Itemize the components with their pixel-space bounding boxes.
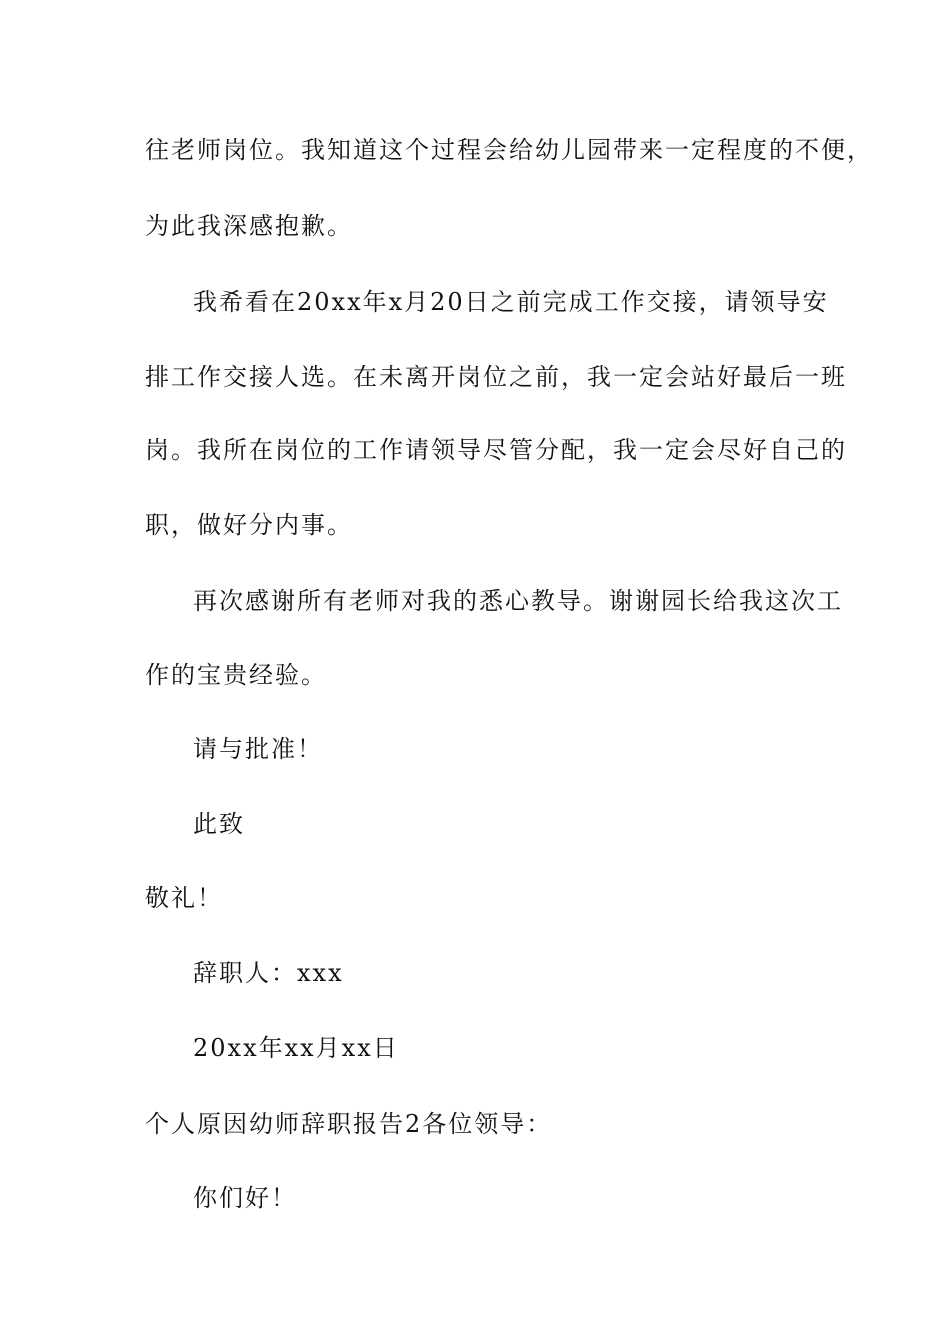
- paragraph-line: 职，做好分内事。: [145, 511, 353, 539]
- paragraph-line: 往老师岗位。我知道这个过程会给幼儿园带来一定程度的不便，: [145, 136, 873, 164]
- paragraph-line: 岗。我所在岗位的工作请领导尽管分配，我一定会尽好自己的: [145, 436, 847, 464]
- salutation-ci-zhi: 此致: [193, 810, 245, 838]
- paragraph-line: 我希看在20xx年x月20日之前完成工作交接，请领导安: [193, 288, 829, 316]
- paragraph-line: 再次感谢所有老师对我的悉心教导。谢谢园长给我这次工: [193, 587, 843, 615]
- salutation-jing-li: 敬礼！: [145, 884, 223, 912]
- section-heading: 个人原因幼师辞职报告2各位领导：: [145, 1110, 553, 1138]
- paragraph-line: 为此我深感抱歉。: [145, 212, 353, 240]
- signature-name: 辞职人：xxx: [193, 959, 344, 987]
- greeting: 你们好！: [193, 1184, 297, 1212]
- paragraph-line: 作的宝贵经验。: [145, 661, 327, 689]
- signature-date: 20xx年xx月xx日: [193, 1034, 399, 1062]
- closing-request: 请与批准！: [193, 735, 323, 763]
- paragraph-line: 排工作交接人选。在未离开岗位之前，我一定会站好最后一班: [145, 363, 847, 391]
